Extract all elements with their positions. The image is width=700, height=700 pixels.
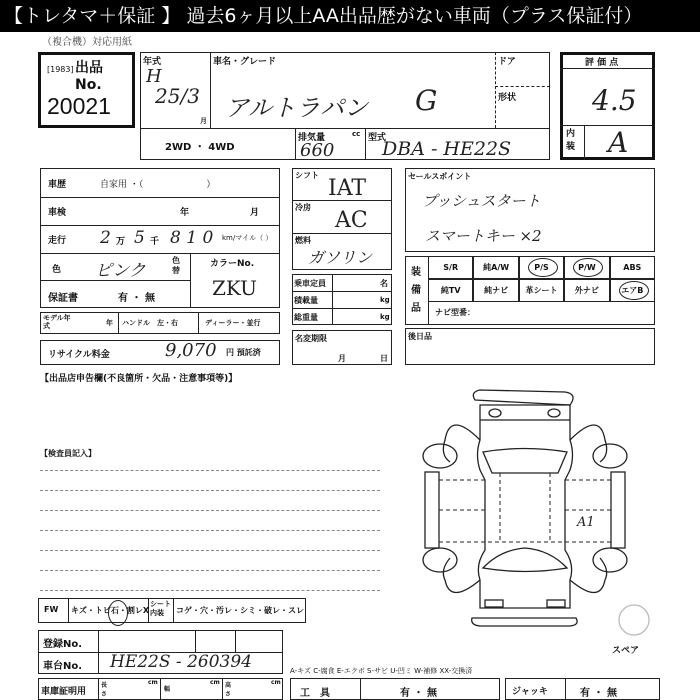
mileage-man: 2 xyxy=(100,228,111,248)
divider xyxy=(40,225,280,226)
equipment-item xyxy=(564,279,609,302)
inspector-line xyxy=(40,470,380,471)
equipment-item-label: 外ナビ xyxy=(574,286,599,295)
recycle-value: 9,070 xyxy=(165,340,217,361)
divider xyxy=(365,128,366,160)
circle-mark xyxy=(619,281,649,300)
chassis-label: 車台No. xyxy=(43,661,83,672)
subtitle: （複合機）対応用紙 xyxy=(42,37,132,48)
year-era: H xyxy=(146,66,162,87)
equipment-item-label: S/R xyxy=(443,263,459,272)
equipment-item xyxy=(519,279,564,302)
divider xyxy=(40,253,280,254)
shape-label: 形状 xyxy=(498,93,517,103)
divider xyxy=(140,128,550,129)
inspector-line xyxy=(40,490,380,491)
divider xyxy=(222,678,223,700)
color-number-label: カラーNo. xyxy=(210,259,255,269)
garage-width: 幅 xyxy=(164,686,171,693)
name-change-label: 名変期限 xyxy=(295,334,327,343)
gross-weight-unit: kg xyxy=(380,313,390,321)
equipment-item xyxy=(428,279,473,302)
divider xyxy=(118,312,119,334)
inspector-label: 【検査員記入】 xyxy=(40,449,96,458)
inspector-line xyxy=(40,550,380,551)
fuel-label: 燃料 xyxy=(295,236,311,245)
car-damage-diagram xyxy=(400,380,700,640)
drive-type: 2WD ・ 4WD xyxy=(165,142,235,153)
garage-label: 車庫証明用 xyxy=(41,687,87,697)
garage-width-unit: cm xyxy=(210,679,220,686)
divider xyxy=(173,598,174,623)
divider xyxy=(565,678,566,700)
car-label: 車名・グレード xyxy=(213,57,277,67)
divider xyxy=(495,86,550,87)
load-label: 積載量 xyxy=(294,296,318,305)
score-value: 4.5 xyxy=(592,84,637,117)
divider xyxy=(292,308,392,309)
color-number: ZKU xyxy=(212,276,257,300)
nav-model-label: ナビ型番： xyxy=(435,308,475,317)
garage-height: 高さ xyxy=(225,682,232,698)
equipment-item-label: P/S xyxy=(534,263,549,272)
equipment-label: 装備品 xyxy=(411,267,421,314)
registration-label: 登録No. xyxy=(43,639,83,650)
lot-box xyxy=(38,52,135,128)
displacement-unit: cc xyxy=(352,130,361,138)
jack-value: 有 ・ 無 xyxy=(580,688,617,699)
divider xyxy=(40,197,280,198)
lot-small: [1983] xyxy=(47,65,74,74)
model-label: 型式 xyxy=(368,133,387,143)
door-label: ドア xyxy=(498,57,516,67)
model-year-year: 年 xyxy=(106,319,113,327)
lot-label: 出品 No. xyxy=(75,60,103,93)
score-label: 評 価 点 xyxy=(585,58,619,68)
year-value: 25/3 xyxy=(155,84,200,108)
mileage-unit: km/マイル（ ） xyxy=(222,234,273,242)
later-items-box xyxy=(405,328,655,365)
car-grade: G xyxy=(415,84,438,117)
divider xyxy=(195,630,196,652)
divider xyxy=(360,678,361,700)
chassis-number: HE22S - 260394 xyxy=(110,652,252,672)
ac-value: AC xyxy=(335,208,368,233)
garage-height-unit: cm xyxy=(271,679,281,686)
interior-label: 内装 xyxy=(566,129,576,152)
equipment-item xyxy=(564,256,609,279)
inspection-label: 車検 xyxy=(48,208,67,218)
color-label: 色 xyxy=(52,265,62,275)
inspector-line xyxy=(40,570,380,571)
warranty-label: 保証書 xyxy=(48,293,78,304)
equipment-item-label: 純TV xyxy=(440,286,461,295)
divider xyxy=(190,253,191,308)
divider xyxy=(235,630,236,652)
equipment-item-label: 革シート xyxy=(525,286,558,295)
sales-point-label: セールスポイント xyxy=(408,172,472,181)
equipment-item xyxy=(519,256,564,279)
sales-point-line-1: プッシュスタート xyxy=(422,192,541,210)
inspector-line xyxy=(40,590,380,591)
recycle-unit: 円 預託済 xyxy=(226,348,261,357)
divider xyxy=(98,678,99,700)
divider xyxy=(68,598,69,623)
load-unit: kg xyxy=(380,296,390,304)
inspection-month: 月 xyxy=(250,208,260,218)
name-change-month: 月 xyxy=(338,354,346,363)
capacity-label: 乗車定員 xyxy=(294,279,326,288)
sales-point-line-2: スマートキー ×2 xyxy=(425,227,542,245)
divider xyxy=(198,312,199,334)
dealer-option: ディーラー・並行 xyxy=(205,319,261,327)
mileage-label: 走行 xyxy=(48,236,67,246)
divider xyxy=(584,125,585,160)
gross-weight-label: 総重量 xyxy=(294,313,318,322)
shift-label: シフト xyxy=(295,171,319,180)
spare-label: スペア xyxy=(612,646,640,656)
car-name: アルトラパン xyxy=(225,94,369,122)
inspector-line xyxy=(40,530,380,531)
equipment-item xyxy=(473,256,518,279)
equipment-item xyxy=(610,256,655,279)
divider xyxy=(560,68,655,69)
mileage-rest: 8 1 0 xyxy=(170,228,214,248)
tools-value: 有 ・ 無 xyxy=(400,688,437,699)
fw-values: キズ・トビ石・割レX xyxy=(71,606,150,615)
divider xyxy=(160,678,161,700)
lot-number: 20021 xyxy=(47,93,111,119)
seat-label: シート内装 xyxy=(150,600,171,617)
mileage-sen: 5 xyxy=(134,228,145,248)
color-value: ピンク xyxy=(95,261,146,281)
equipment-item-label: P/W xyxy=(578,263,596,272)
equipment-grid xyxy=(428,256,655,302)
fw-label: FW xyxy=(44,605,59,614)
mileage-sen-unit: 千 xyxy=(150,237,160,247)
shift-value: IAT xyxy=(328,176,367,201)
color-change-label: 色替 xyxy=(172,256,180,275)
interior-score: A xyxy=(608,126,629,159)
equipment-item-label: ABS xyxy=(623,263,642,272)
mileage-man-unit: 万 xyxy=(116,237,126,247)
divider xyxy=(332,274,333,325)
displacement-label: 排気量 xyxy=(298,133,326,143)
damage-legend: A-キズ C-腐食 E-エクボ S-サビ U-凹ミ W-補修 XX-交換済 xyxy=(290,667,473,675)
garage-length-unit: cm xyxy=(148,679,158,686)
history-value: 自家用 ・（ ） xyxy=(100,180,216,190)
circle-mark xyxy=(528,258,558,277)
tools-label: 工 具 xyxy=(300,688,330,699)
warranty-value: 有 ・ 無 xyxy=(118,293,155,304)
equipment-item xyxy=(473,279,518,302)
garage-length: 長さ xyxy=(101,682,108,698)
fuel-value: ガソリン xyxy=(308,248,373,267)
capacity-unit: 名 xyxy=(380,279,388,288)
fw-circle-mark xyxy=(108,600,128,626)
later-items-label: 後日品 xyxy=(408,332,432,341)
header-banner: 【トレタマ＋保証 】 過去6ヶ月以上AA出品歴がない車両（プラス保証付） xyxy=(0,0,700,32)
divider xyxy=(292,233,392,234)
equipment-item xyxy=(428,256,473,279)
divider xyxy=(98,630,99,674)
equipment-item-label: エアB xyxy=(621,286,644,295)
inspection-year: 年 xyxy=(180,208,190,218)
divider xyxy=(495,52,496,128)
equipment-item xyxy=(610,279,655,302)
circle-mark xyxy=(573,258,603,277)
history-label: 車歴 xyxy=(48,180,67,190)
handle-option: ハンドル 左・右 xyxy=(122,319,178,327)
divider xyxy=(210,52,211,128)
equipment-item-label: 純A/W xyxy=(483,263,510,272)
jack-label: ジャッキ xyxy=(512,687,548,697)
equipment-item-label: 純ナビ xyxy=(484,286,509,295)
name-change-day: 日 xyxy=(380,354,388,363)
declaration-label: 【出品店申告欄(不良箇所・欠品・注意事項等)】 xyxy=(40,374,238,384)
model-year-label: モデル年式 xyxy=(43,314,71,330)
damage-note: A1 xyxy=(577,515,595,530)
year-month-suffix: 月 xyxy=(200,117,207,125)
displacement-value: 660 xyxy=(300,140,335,161)
recycle-label: リサイクル料金 xyxy=(48,350,110,360)
divider xyxy=(295,128,296,160)
divider xyxy=(292,291,392,292)
model-value: DBA - HE22S xyxy=(382,138,512,160)
year-label: 年式 xyxy=(143,57,162,67)
ac-label: 冷房 xyxy=(295,203,311,212)
seat-values: コゲ・穴・汚レ・シミ・破レ・スレ xyxy=(176,606,304,615)
inspector-line xyxy=(40,510,380,511)
